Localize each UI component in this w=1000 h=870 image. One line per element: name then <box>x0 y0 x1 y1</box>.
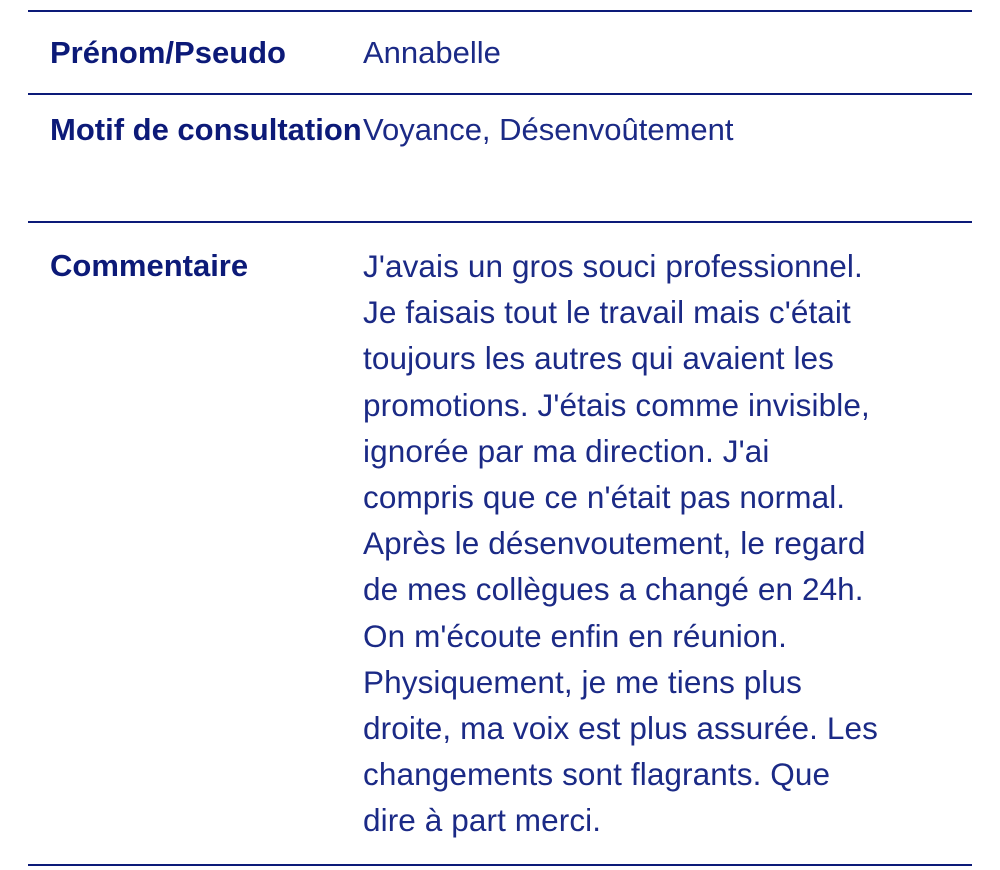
table-row-comment <box>28 223 972 866</box>
motif-label: Motif de consultation <box>50 112 362 147</box>
table-row-motif <box>28 95 972 223</box>
name-value: Annabelle <box>363 35 501 70</box>
comment-value: J'avais un gros souci professionnel. Je faisais tout le travail mais c'était toujours les autres qui avaient les promotions. J'étais comme invisible, ignorée par ma direction. J'ai compris que ce n'était pas normal. Après le désenvoutement, le regard de mes collègues a changé en 24h. On m'écoute enfin en réunion. Physiquement, je me tiens plus droite, ma voix est plus assurée. Les changements sont flagrants. Que dire à part merci. <box>363 248 878 839</box>
table-row-name <box>28 12 972 95</box>
comment-label: Commentaire <box>50 248 249 283</box>
motif-value: Voyance, Désenvoûtement <box>363 112 734 147</box>
consultation-info-table <box>28 10 972 866</box>
name-label: Prénom/Pseudo <box>50 35 286 70</box>
